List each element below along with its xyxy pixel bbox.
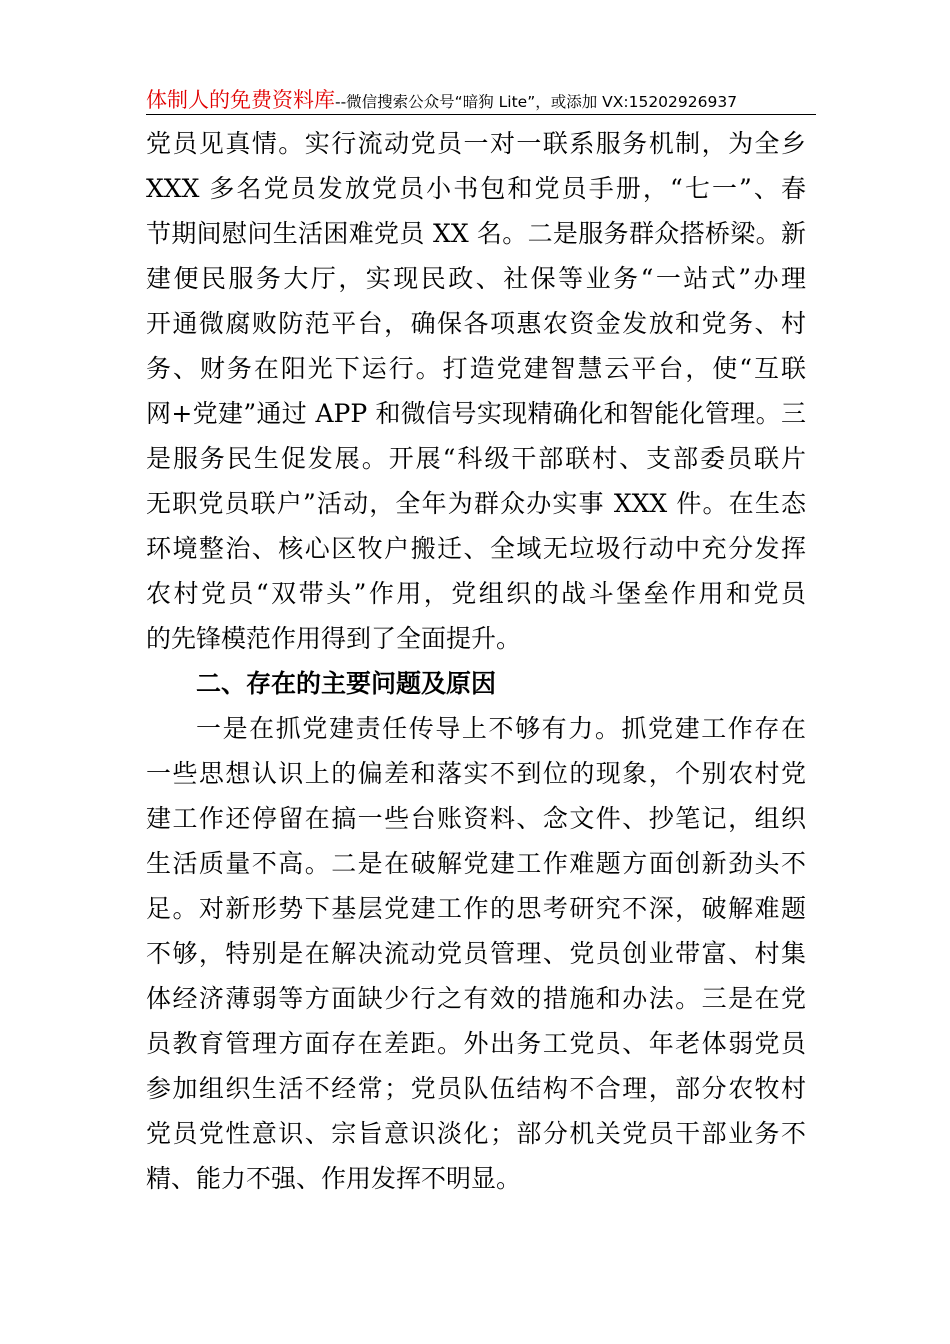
text-line: 建工作还停留在搞一些台账资料、念文件、抄笔记，组织 (146, 804, 806, 833)
section-heading: 二、存在的主要问题及原因 (196, 669, 497, 698)
text-line: 开通微腐败防范平台，确保各项惠农资金发放和党务、村 (146, 309, 806, 338)
text-line: 务、财务在阳光下运行。打造党建智慧云平台，使“互联 (146, 354, 806, 383)
text-line: 一些思想认识上的偏差和落实不到位的现象，个别农村党 (146, 759, 806, 788)
text-line: 足。对新形势下基层党建工作的思考研究不深，破解难题 (146, 894, 806, 923)
text-line: 节期间慰问生活困难党员 XX 名。二是服务群众搭桥梁。新 (146, 219, 806, 248)
text-line: 员教育管理方面存在差距。外出务工党员、年老体弱党员 (146, 1029, 806, 1058)
paragraph-1 (146, 121, 806, 661)
text-line: 体经济薄弱等方面缺少行之有效的措施和办法。三是在党 (146, 984, 806, 1013)
document-body (146, 121, 806, 1201)
text-line: 环境整治、核心区牧户搬迁、全域无垃圾行动中充分发挥 (146, 534, 806, 563)
text-line: 一是在抓党建责任传导上不够有力。抓党建工作存在 (196, 714, 806, 743)
text-line: XXX 多名党员发放党员小书包和党员手册，“七一”、春 (146, 174, 806, 203)
text-line: 农村党员“双带头”作用，党组织的战斗堡垒作用和党员 (146, 579, 806, 608)
page-header (146, 84, 816, 115)
header-note: --微信搜索公众号“暗狗 Lite”，或添加 VX:15202926937 (335, 93, 738, 111)
text-line: 精、能力不强、作用发挥不明显。 (146, 1164, 522, 1193)
text-line: 无职党员联户”活动，全年为群众办实事 XXX 件。在生态 (146, 489, 806, 518)
text-line: 建便民服务大厅，实现民政、社保等业务“一站式”办理 (146, 264, 806, 293)
text-line: 党员见真情。实行流动党员一对一联系服务机制，为全乡 (146, 129, 806, 158)
text-line: 不够，特别是在解决流动党员管理、党员创业带富、村集 (146, 939, 806, 968)
text-line: 党员党性意识、宗旨意识淡化；部分机关党员干部业务不 (146, 1119, 806, 1148)
header-brand: 体制人的免费资料库 (146, 88, 335, 112)
text-line: 是服务民生促发展。开展“科级干部联村、支部委员联片 (146, 444, 806, 473)
text-line: 生活质量不高。二是在破解党建工作难题方面创新劲头不 (146, 849, 806, 878)
text-line: 的先锋模范作用得到了全面提升。 (146, 624, 522, 653)
text-line: 参加组织生活不经常；党员队伍结构不合理，部分农牧村 (146, 1074, 806, 1103)
text-line: 网+党建”通过 APP 和微信号实现精确化和智能化管理。三 (146, 399, 806, 428)
paragraph-2 (146, 706, 806, 1201)
